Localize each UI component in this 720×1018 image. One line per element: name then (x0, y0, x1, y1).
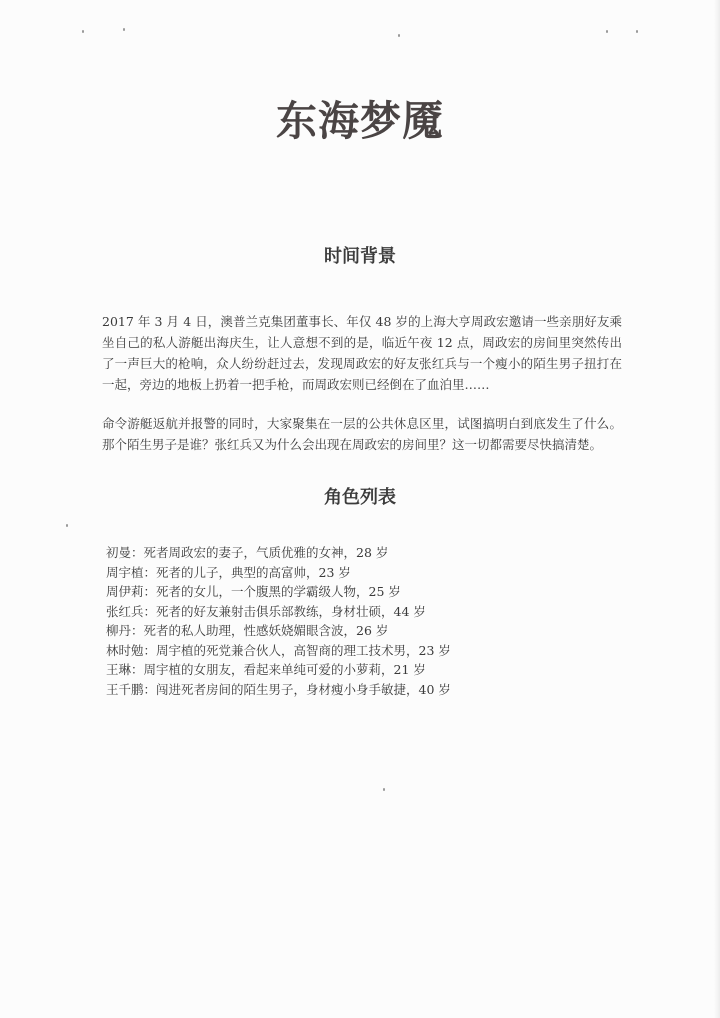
cast-list-item: 周伊莉：死者的女儿，一个腹黑的学霸级人物，25 岁 (106, 584, 401, 599)
scan-edge-shadow (714, 0, 720, 1018)
cast-list-item: 王千鹏：闯进死者房间的陌生男子，身材瘦小身手敏捷，40 岁 (106, 681, 451, 697)
scan-speck (66, 524, 68, 527)
cast-list-item: 张红兵：死者的好友兼射击俱乐部教练，身材壮硕，44 岁 (106, 603, 426, 619)
section-heading-background: 时间背景 (324, 246, 396, 267)
scan-speck (636, 30, 638, 33)
cast-list-item: 柳丹：死者的私人助理，性感妖娆媚眼含波，26 岁 (106, 623, 389, 638)
scan-speck (383, 788, 385, 791)
scan-speck (123, 28, 125, 31)
cast-list-item: 周宇植：死者的儿子，典型的高富帅，23 岁 (106, 564, 351, 580)
cast-list-item: 林时勉：周宇植的死党兼合伙人，高智商的理工技术男，23 岁 (106, 642, 451, 658)
cast-list-item: 初曼：死者周政宏的妻子，气质优雅的女神，28 岁 (106, 545, 389, 560)
scan-speck (398, 34, 400, 37)
cast-list (106, 543, 626, 699)
cast-list-item: 王琳：周宇植的女朋友，看起来单纯可爱的小萝莉，21 岁 (106, 662, 426, 677)
scan-speck (82, 30, 84, 33)
section-heading-cast: 角色列表 (324, 487, 396, 508)
background-paragraph: 2017 年 3 月 4 日，澳普兰克集团董事长、年仅 48 岁的上海大亨周政宏邀请一些亲朋好友乘坐自己的私人游艇出海庆生，让人意想不到的是，临近午夜 12 点，周政宏的房间里突然传出了一声巨大的枪响，众人纷纷赶过去，发现周政宏的好友张红兵与一个瘦小的陌生男子扭打在一起，旁边的地板上扔着一把手枪，而周政宏则已经倒在了血泊里…… (102, 313, 622, 392)
document-title: 东海梦魇 (276, 97, 444, 145)
scan-speck (606, 30, 608, 33)
background-paragraph: 命令游艇返航并报警的同时，大家聚集在一层的公共休息区里，试图搞明白到底发生了什么。那个陌生男子是谁？张红兵又为什么会出现在周政宏的房间里？这一切都需要尽快搞清楚。 (102, 415, 622, 452)
